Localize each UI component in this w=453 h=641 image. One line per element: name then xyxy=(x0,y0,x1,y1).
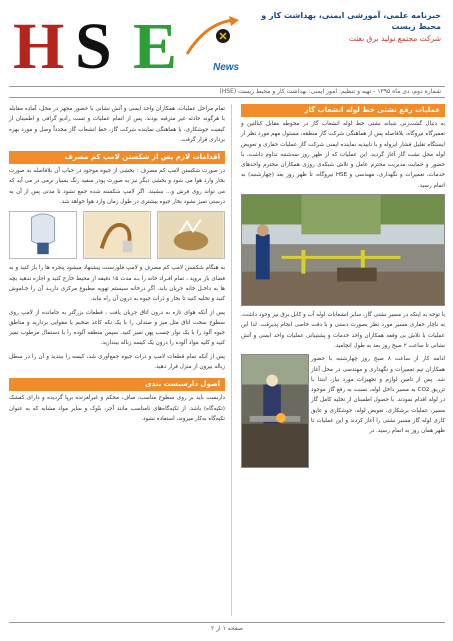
right-column xyxy=(241,104,445,470)
column-divider xyxy=(231,104,232,616)
page-footer: صفحه ۱ از ۲ xyxy=(9,622,445,634)
article-paragraph: تمام مراحل عملیات، همکاران واحد ایمنی و آتش نشانی با حضور مجهز در محل، آماده مقابله با هرگونه حادثه غیر مترقبه بودند. پس از اتمام عملیات و تست رادیو گرافی و اطمینان از کیفیت جوشکاری، با هماهنگی نماینده شرکت گاز، خط انشعاب گاز مجدداً وصل و مورد بهره برداری قرار گرفت. xyxy=(9,106,225,143)
newsletter-page xyxy=(9,6,445,634)
article-paragraph: ادامه کار از ساعت ۸ صبح روز چهارشنبه با حضور همکاران تیم تعمیرات و نگهداری و مهندسی در محل آغاز شد. پس از تامین لوازم و تجهیزات مورد نیاز، ابتدا با تزریق CO2 به مسیر داخل لوله، نسبت به رفع گاز موجود در لوله اقدام نمودند. با حصول اطمینان از تخلیه کامل گاز مسیر، عملیات برشکاری، تعویض لوله، جوشکاری و عایق کاری لوله گاز مسیر نشتی را آغاز کردند و این عملیات تا ظهر همان روز به اتمام رسید. در xyxy=(311,356,445,435)
section-title-gas-leak: عملیات رفع نشتی خط لوله انشعاب گاز xyxy=(241,104,445,117)
article-paragraph: به دنبال گشت‌زنی شبانه نشتی خط لوله انشعاب گاز در محوطه مقابل کنالتین و تعمیرگاه نیروگاه، بلافاصله پس از هماهنگی شرکت گاز منطقه، مسئول مهم مورد نظر از ایستگاه تقلیل فشار ایزوله و با تاییدیه نماینده ایمنی شرکت گاز عملیات حفاری و تعویض لوله محل نشت گاز آغاز گردید. این عملیات که از ظهر روز سه‌شنبه تداوم داشت، با حضور و حمایت مدیریت محترم عامل و تلاش شبکه‌ی روزی همکاران محترم واحدهای خدمات، تعمیرات و نگهداری، مهندسی و HSE نیروگاه، تا ظهر روز بعد (چهارشنبه) به اتمام رسید. xyxy=(241,121,445,189)
broken-lamp-photo xyxy=(157,211,225,259)
gas-pipe-worksite-photo xyxy=(241,194,445,306)
article-paragraph: با توجه به اینکه در مسیر نشتی گاز، سایر انشعابات لوله آب و کابل برق نیز وجود داشت، به ناچار حفاری مسیر مورد نظر بصورت دستی و با دقت خاصی انجام پذیرفت. لذا این عملیات با تلاش بی وقفه همکاران واحد خدمات و پشتیبانی عملیات واحد ایمنی و آتش نشانی تا ساعت ۲ صبح روز بعد به‌ طول انجامید. xyxy=(241,312,445,349)
article-bottom-block xyxy=(241,354,445,470)
publication-info xyxy=(241,10,441,44)
section-title-scaffolding: اصول دارسبست بندی xyxy=(9,378,225,391)
logo-news-label: News xyxy=(213,62,240,73)
publisher-name: شرکت مجتمع تولید برق بعثت xyxy=(348,34,441,43)
article-paragraph: در صورت شکستن لامپ کم مصرف : بخشی از جیوه موجود در حباب آن بلافاصله به صورت بخار وارد هوا می شود و بخشی دیگر نیز به صورت پودر سفید رنگ بسیار نرمی در می آید که می تواند روی فرش و... بنشیند. اگر لامپ شکسته شده جمع نشود تا مدتی پس از آن به درستی تمیز نشود بخار جیوه بیشتری در طول زمان وارد هوا خواهد شد. xyxy=(9,168,225,206)
article-paragraph: پس از آنکه هوای تازه به درون اتاق جریان یافت ، قطعات بزرگتر به جامانده از لامپ روی سطوح سخت اتاق مثل میز و صندلی را با یک تکه کاغذ ضخیم یا مقوایی بردارید و مناطق جیوه آلود را با یک نوار چسب پهن تمیز کنید. سپس منطقه آلوده را با دستمال مرطوب تمیز کنید و کلیه مواد آلوده را درون یک کیسه زباله بیندازید. xyxy=(9,309,225,347)
section-title-broken-lamp: اقدامات لازم پس از شکستن لامپ کم مصرف xyxy=(9,151,225,164)
masthead xyxy=(9,6,445,84)
article-paragraph: داربست باید بر روی سطوح مناسب، صاف، محکم و غیرلغزنده برپا گردیده و دارای کفشک (تکیه‌گاه) باشد. از تکیه‌گاه‌های نامناسب مانند آجر، بلوک و سایر مواد مشابه که به عنوان تکیه‌گاه به‌کار میروند، استفاده نشود. xyxy=(9,395,225,422)
lamp-images-row xyxy=(9,211,225,259)
cfl-pieces-photo xyxy=(83,211,151,259)
article-continuation xyxy=(311,354,445,439)
welding-work-photo xyxy=(241,354,309,468)
left-column xyxy=(9,104,225,427)
article-paragraph: پس از آنکه تمام قطعات لامپ و ذرات جیوه جمع‌آوری شد، کیسه را ببندید و آن را در سطل زباله بیرون از منزل قرار دهید. xyxy=(9,353,225,371)
publication-title: خبرنامه علمی، آموزشی ایمنی، بهداشت کار و محیط زیست xyxy=(261,11,441,31)
article-paragraph: به هنگام شکستن لامپ کم مصرف و لامپ فلورسنت پیشنهاد میشود پنجره ها را باز کنید و به فضای باز بروید ، تمام افـراد خانه را بـه مدت ۱۵ دقیقه از محیط خارج کنید و اجازه ندهید بچه ها به داخـل خانه جریان یابد. اگر درخانه سیستم تهویه مطبوع مرکزی داریـد آن را خـاموش کنید و تخلیه کنید تا بخار و ذرات جیوه به درون آن راه نیابد. xyxy=(9,265,225,303)
logo-swoosh-icon xyxy=(183,16,239,62)
issue-info-bar: شماره دوم، دی ماه ۱۳۹۵ - تهیه و تنظیم: امور ایمنی، بهداشت کار و محیط زیست (HSE) xyxy=(9,86,445,98)
hse-logo: H S E News xyxy=(13,10,240,83)
cfl-bulb-photo xyxy=(9,211,77,259)
